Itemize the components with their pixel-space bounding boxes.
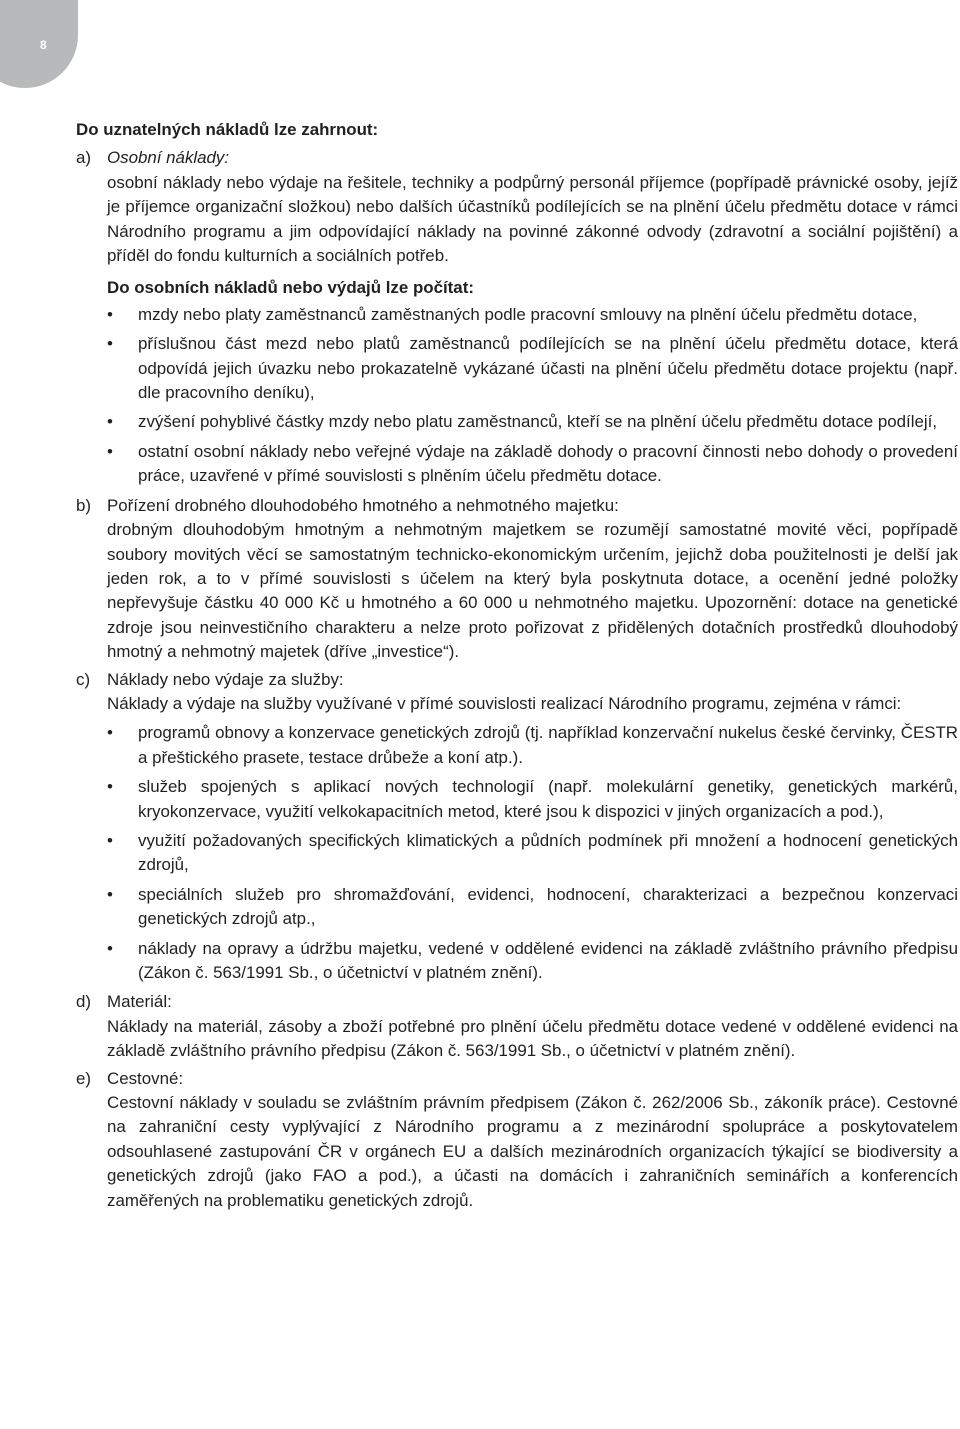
section-a-title: Osobní náklady: xyxy=(107,148,230,168)
section-c-text: Náklady a výdaje na služby využívané v přímé souvislosti realizací Národního programu, zejména v rámci: xyxy=(107,693,902,713)
list-item: • mzdy nebo platy zaměstnanců zaměstnaných podle pracovní smlouvy na plnění účelu předmětu dotace, xyxy=(107,303,958,327)
section-a-subheading: Do osobních nákladů nebo výdajů lze počítat: xyxy=(107,278,474,298)
section-letter: d) xyxy=(76,992,92,1012)
section-e-title: Cestovné: xyxy=(107,1068,184,1088)
section-e xyxy=(76,1067,958,1213)
list-item: • speciálních služeb pro shromažďování, evidenci, hodnocení, charakterizaci a bezpečnou konzervaci genetických zdrojů atp., xyxy=(107,883,958,932)
list-item: • využití požadovaných specifických klimatických a půdních podmínek při množení a hodnocení genetických zdrojů, xyxy=(107,829,958,878)
section-d xyxy=(76,990,958,1063)
section-a-bullets xyxy=(107,303,958,489)
list-item: • příslušnou část mezd nebo platů zaměstnanců podílejících se na plnění účelu předmětu dotace, která odpovídá jejich úvazku nebo prokazatelně vykázané účasti na plnění účelu předmětu dotace projektu (např. dle pracovního deníku), xyxy=(107,332,958,405)
section-letter: c) xyxy=(76,669,91,689)
section-letter: a) xyxy=(76,148,92,168)
list-item: • programů obnovy a konzervace genetických zdrojů (tj. například konzervační nukelus české červinky, ČESTR a přeštického prasete, testace drůbeže a koní atp.). xyxy=(107,721,958,770)
section-d-text: Náklady na materiál, zásoby a zboží potřebné pro plnění účelu předmětu dotace vedené v oddělené evidenci na základě zvláštního právního předpisu (Zákon č. 563/1991 Sb., o účetnictví v platném znění). xyxy=(107,1016,958,1061)
section-b xyxy=(76,494,958,665)
section-a-text: osobní náklady nebo výdaje na řešitele, techniky a podpůrný personál příjemce (popřípadě právnické osoby, jejíž je příjemce organizační složkou) nebo dalších účastníků podílejících se na plnění účelu předmětu dotace v rámci Národního programu a jim odpovídající náklady na povinné zákonné odvody (zdravotní a sociální pojištění) a příděl do fondu kulturních a sociálních potřeb. xyxy=(107,172,958,266)
section-heading: Do uznatelných nákladů lze zahrnout: xyxy=(76,120,379,139)
section-c xyxy=(76,668,958,991)
document-body xyxy=(76,118,958,1213)
section-letter: e) xyxy=(76,1068,92,1088)
page-number-tab xyxy=(0,0,78,88)
list-item: • náklady na opravy a údržbu majetku, vedené v oddělené evidenci na základě zvláštního právního předpisu (Zákon č. 563/1991 Sb., o účetnictví v platném znění). xyxy=(107,937,958,986)
list-item: • ostatní osobní náklady nebo veřejné výdaje na základě dohody o pracovní činnosti nebo dohody o provedení práce, uzavřené v přímé souvislosti s plněním účelu předmětu dotace. xyxy=(107,440,958,489)
section-d-title: Materiál: xyxy=(107,992,172,1012)
section-letter: b) xyxy=(76,495,92,515)
page-number: 8 xyxy=(40,38,47,52)
section-b-title: Pořízení drobného dlouhodobého hmotného a nehmotného majetku: xyxy=(107,495,619,515)
section-a xyxy=(76,146,958,493)
section-c-title: Náklady nebo výdaje za služby: xyxy=(107,669,344,689)
section-c-bullets xyxy=(107,721,958,985)
section-b-text: drobným dlouhodobým hmotným a nehmotným majetkem se rozumějí samostatné movité věci, popřípadě soubory movitých věcí se samostatným technicko-ekonomickým určením, jejichž doba použitelnosti je delší jak jeden rok, a to v přímé souvislosti s účelem na který byla poskytnuta dotace, a ocenění jedné položky nepřevyšuje částku 40 000 Kč u hmotného a 60 000 u nehmotného majetku. Upozornění: dotace na genetické zdroje jsou neinvestičního charakteru a nelze proto pořizovat z přidělených dotačních prostředků dlouhodobý hmotný a nehmotný majetek (dříve „investice“). xyxy=(107,520,958,662)
list-item: • služeb spojených s aplikací nových technologií (např. molekulární genetiky, genetických markérů, kryokonzervace, využití velkokapacitních metod, které jsou k dispozici v jiných organizacích a pod.), xyxy=(107,775,958,824)
section-e-text: Cestovní náklady v souladu se zvláštním právním předpisem (Zákon č. 262/2006 Sb., zákoník práce). Cestovné na zahraniční cesty vyplývající z Národního programu a z mezinárodní spolupráce a poskytovatelem odsouhlasené zastupování ČR v orgánech EU a dalších mezinárodních organizacích týkající se biodiversity a genetických zdrojů (jako FAO a pod.), a účasti na domácích i zahraničních seminářích a konferencích zaměřených na problematiku genetických zdrojů. xyxy=(107,1093,958,1210)
list-item: • zvýšení pohyblivé částky mzdy nebo platu zaměstnanců, kteří se na plnění účelu předmětu dotace podílejí, xyxy=(107,410,958,434)
